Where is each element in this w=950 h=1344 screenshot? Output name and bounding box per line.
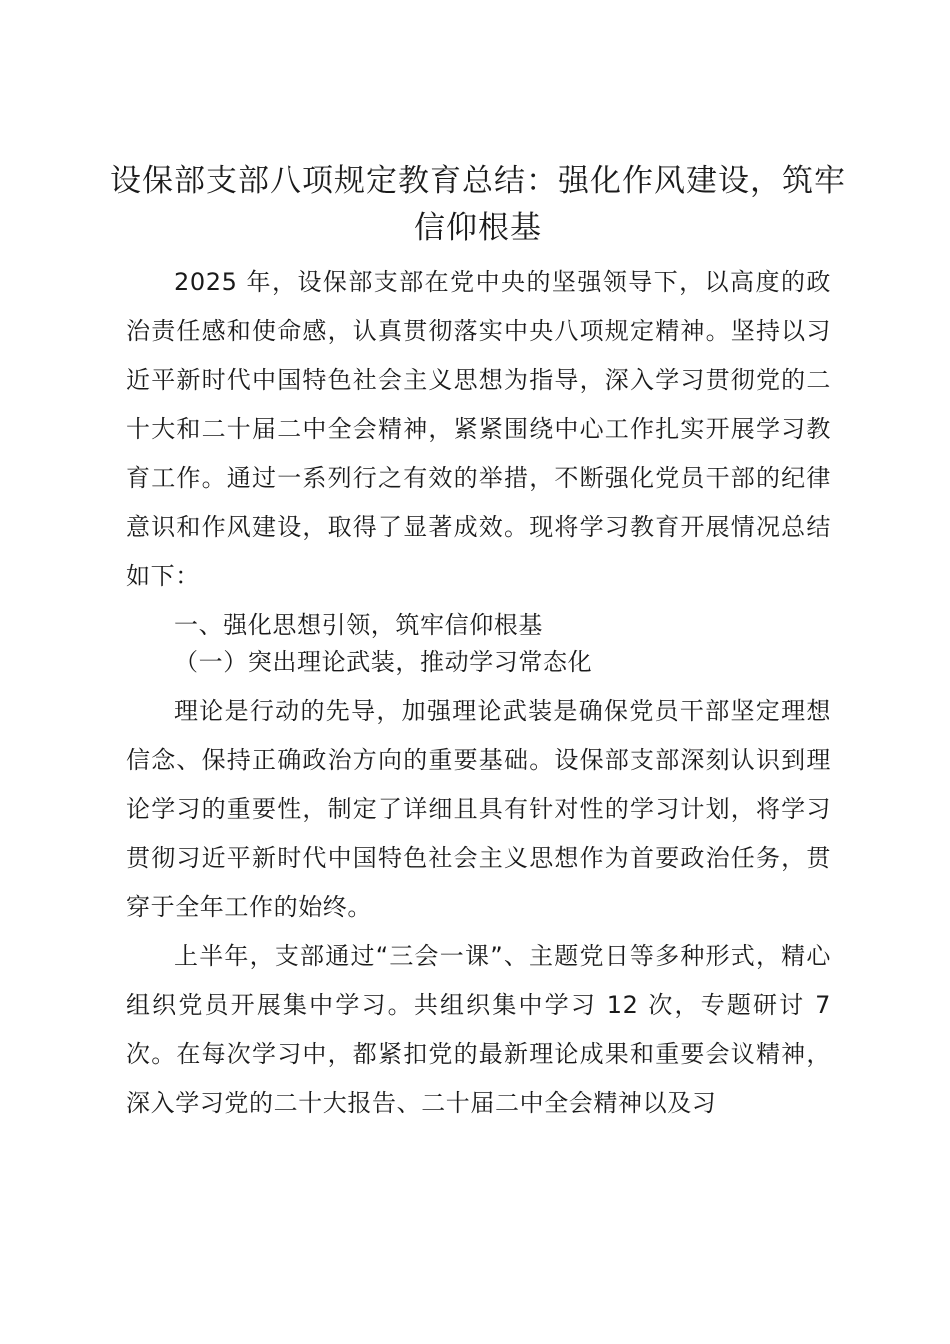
section-heading: 一、强化思想引领，筑牢信仰根基 [174, 611, 543, 639]
first-half-paragraph: 上半年，支部通过“三会一课”、主题党日等多种形式，精心组织党员开展集中学习。共组织集中学习 12 次，专题研讨 7 次。在每次学习中，都紧扣党的最新理论成果和重要会议精神，深入学习党的二十大报告、二十届二中全会精神以及习 [126, 942, 831, 1117]
intro-paragraph: 2025 年，设保部支部在党中央的坚强领导下，以高度的政治责任感和使命感，认真贯彻落实中央八项规定精神。坚持以习近平新时代中国特色社会主义思想为指导，深入学习贯彻党的二十大和二十届二中全会精神，紧紧围绕中心工作扎实开展学习教育工作。通过一系列行之有效的举措，不断强化党员干部的纪律意识和作风建设，取得了显著成效。现将学习教育开展情况总结如下： [126, 268, 831, 590]
theory-paragraph: 理论是行动的先导，加强理论武装是确保党员干部坚定理想信念、保持正确政治方向的重要基础。设保部支部深刻认识到理论学习的重要性，制定了详细且具有针对性的学习计划，将学习贯彻习近平新时代中国特色社会主义思想作为首要政治任务，贯穿于全年工作的始终。 [126, 697, 831, 921]
subsection-heading: （一）突出理论武装，推动学习常态化 [174, 648, 593, 676]
document-page [110, 158, 846, 1128]
document-title: 设保部支部八项规定教育总结：强化作风建设，筑牢信仰根基 [110, 163, 846, 246]
